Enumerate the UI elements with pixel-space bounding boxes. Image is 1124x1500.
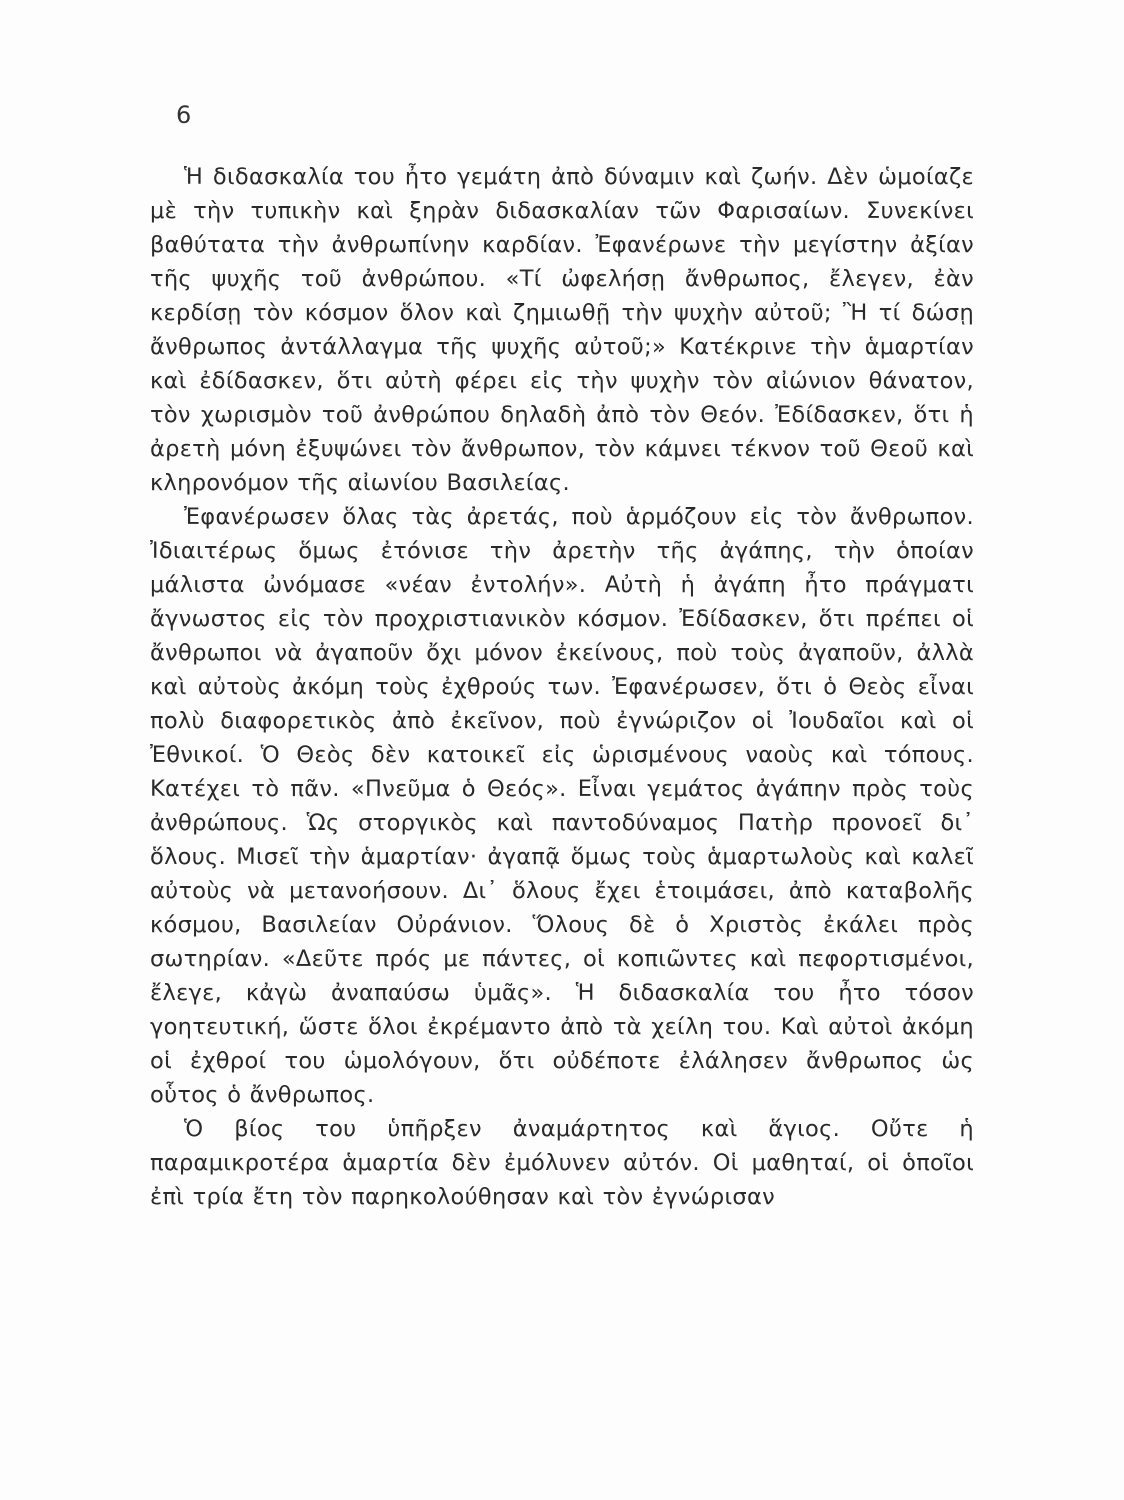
page-number: 6 [176, 101, 192, 129]
paragraph-2: Ἐφανέρωσεν ὅλας τὰς ἀρετάς, ποὺ ἁρμόζουν εἰς τὸν ἄνθρωπον. Ἰδιαιτέρως ὅμως ἐτόνισε τὴν ἀρετὴν τῆς ἀγάπης, τὴν ὁποίαν μάλιστα ὠνόμασε «νέαν ἐντολήν». Αὐτὴ ἡ ἀγάπη ἦτο πράγματι ἄγνωστος εἰς τὸν προχριστιανικὸν κόσμον. Ἐδίδασκεν, ὅτι πρέπει οἱ ἄνθρωποι νὰ ἀγαποῦν ὄχι μόνον ἐκείνους, ποὺ τοὺς ἀγαποῦν, ἀλλὰ καὶ αὐτοὺς ἀκόμη τοὺς ἐχθρούς των. Ἐφανέρωσεν, ὅτι ὁ Θεὸς εἶναι πολὺ διαφορετικὸς ἀπὸ ἐκεῖνον, ποὺ ἐγνώριζον οἱ Ἰουδαῖοι καὶ οἱ Ἐθνικοί. Ὁ Θεὸς δὲν κατοικεῖ εἰς ὡρισμένους ναοὺς καὶ τόπους. Κατέχει τὸ πᾶν. «Πνεῦμα ὁ Θεός». Εἶναι γεμάτος ἀγάπην πρὸς τοὺς ἀνθρώπους. Ὡς στοργικὸς καὶ παντοδύναμος Πατὴρ προνοεῖ δι᾽ ὅλους. Μισεῖ τὴν ἁμαρτίαν· ἀγαπᾷ ὅμως τοὺς ἁμαρτωλοὺς καὶ καλεῖ αὐτοὺς νὰ μετανοήσουν. Δι᾽ ὅλους ἔχει ἑτοιμάσει, ἀπὸ καταβολῆς κόσμου, Βασιλείαν Οὐράνιον. Ὅλους δὲ ὁ Χριστὸς ἐκάλει πρὸς σωτηρίαν. «Δεῦτε πρός με πάντες, οἱ κοπιῶντες καὶ πεφορτισμένοι, ἔλεγε, κἀγὼ ἀναπαύσω ὑμᾶς». Ἡ διδασκαλία του ἦτο τόσον γοητευτική, ὥστε ὅλοι ἐκρέμαντο ἀπὸ τὰ χείλη του. Καὶ αὐτοὶ ἀκόμη οἱ ἐχθροί του ὡμολόγουν, ὅτι οὐδέποτε ἐλάλησεν ἄνθρωπος ὡς οὗτος ὁ ἄνθρωπος. [150, 504, 974, 1108]
body-text [150, 160, 974, 1214]
paragraph-1: Ἡ διδασκαλία του ἦτο γεμάτη ἀπὸ δύναμιν καὶ ζωήν. Δὲν ὡμοίαζε μὲ τὴν τυπικὴν καὶ ξηρὰν διδασκαλίαν τῶν Φαρισαίων. Συνεκίνει βαθύτατα τὴν ἀνθρωπίνην καρδίαν. Ἐφανέρωνε τὴν μεγίστην ἀξίαν τῆς ψυχῆς τοῦ ἀνθρώπου. «Τί ὠφελήσῃ ἄνθρωπος, ἔλεγεν, ἐὰν κερδίσῃ τὸν κόσμον ὅλον καὶ ζημιωθῇ τὴν ψυχὴν αὐτοῦ; Ἢ τί δώσῃ ἄνθρωπος ἀντάλλαγμα τῆς ψυχῆς αὐτοῦ;» Κατέκρινε τὴν ἁμαρτίαν καὶ ἐδίδασκεν, ὅτι αὐτὴ φέρει εἰς τὴν ψυχὴν τὸν αἰώνιον θάνατον, τὸν χωρισμὸν τοῦ ἀνθρώπου δηλαδὴ ἀπὸ τὸν Θεόν. Ἐδίδασκεν, ὅτι ἡ ἀρετὴ μόνη ἐξυψώνει τὸν ἄνθρωπον, τὸν κάμνει τέκνον τοῦ Θεοῦ καὶ κληρονόμον τῆς αἰωνίου Βασιλείας. [150, 164, 974, 496]
paragraph-3: Ὁ βίος του ὑπῆρξεν ἀναμάρτητος καὶ ἅγιος. Οὔτε ἡ παραμικροτέρα ἁμαρτία δὲν ἐμόλυνεν αὐτόν. Οἱ μαθηταί, οἱ ὁποῖοι ἐπὶ τρία ἔτη τὸν παρηκολούθησαν καὶ τὸν ἐγνώρισαν [150, 1116, 974, 1210]
